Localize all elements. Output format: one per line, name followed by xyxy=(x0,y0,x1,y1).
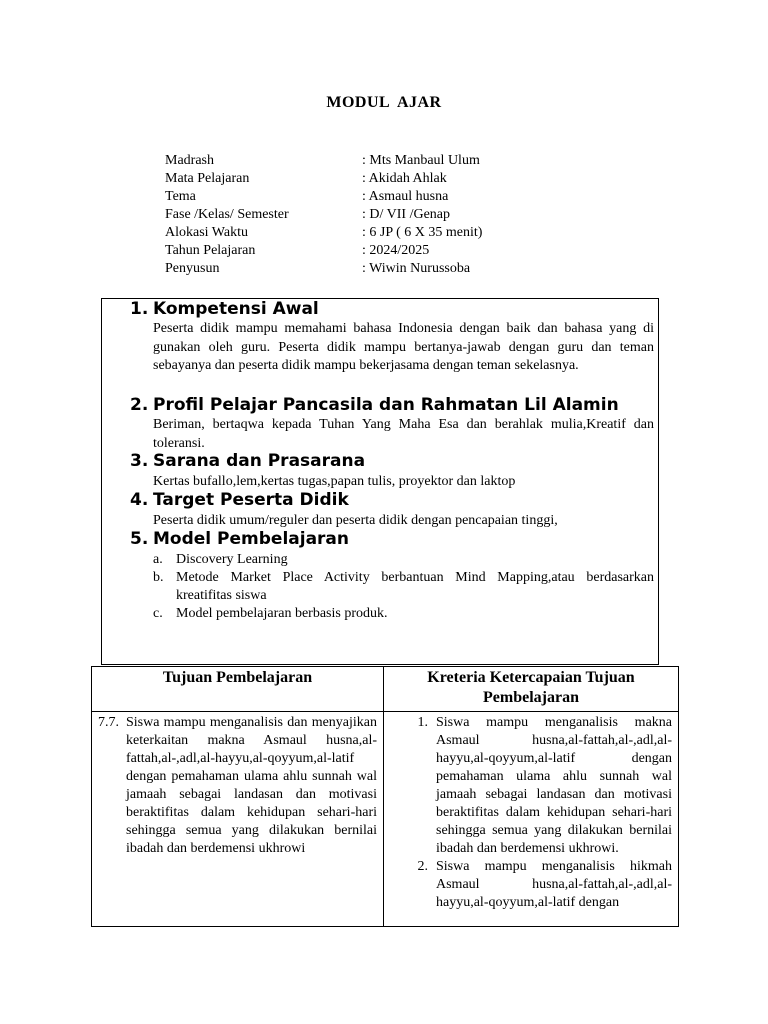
column-header: Kreteria Ketercapaian Tujuan Pembelajaran xyxy=(384,667,679,712)
list-letter: a. xyxy=(153,552,163,567)
section-body-profil: Beriman, bertaqwa kepada Tuhan Yang Maha Esa dan berahlak mulia,Kreatif dan toleransi. xyxy=(153,417,654,451)
kriteria-cell xyxy=(384,712,679,927)
info-value: : Mts Manbaul Ulum xyxy=(362,153,480,168)
section-number: 1. xyxy=(130,299,149,319)
kriteria-text: Siswa mampu menganalisis makna Asmaul husna,al-fattah,al-,adl,al-hayyu,al-qoyyum,al-latif dengan pemahaman ulama ahlu sunnah wal jamaah sebagai landasan dan motivasi beraktifitas dalam kehidupan sehari-hari sehingga semua yang dilakukan bernilai ibadah dan berdemensi ukhrowi. xyxy=(436,715,672,856)
info-row-author xyxy=(165,260,482,278)
info-label: Fase /Kelas/ Semester xyxy=(165,207,289,222)
section-heading-kompetensi xyxy=(130,299,319,319)
info-label: Mata Pelajaran xyxy=(165,171,250,186)
kriteria-list xyxy=(390,714,672,924)
section-title: Kompetensi Awal xyxy=(153,299,319,319)
info-label: Tema xyxy=(165,189,196,204)
section-heading-target xyxy=(130,490,349,510)
section-number: 3. xyxy=(130,451,149,471)
info-value: : Akidah Ahlak xyxy=(362,171,447,186)
tujuan-number: 7.7. xyxy=(98,715,119,730)
section-heading-profil xyxy=(130,395,619,415)
section-number: 5. xyxy=(130,529,149,549)
list-letter: b. xyxy=(153,570,164,585)
info-label: Tahun Pelajaran xyxy=(165,243,256,258)
info-row-madrasah xyxy=(165,152,482,170)
section-body-target: Peserta didik umum/reguler dan peserta didik dengan pencapaian tinggi, xyxy=(153,513,558,528)
kriteria-text: Siswa mampu menganalisis hikmah Asmaul husna,al-fattah,al-,adl,al-hayyu,al-qoyyum,al-latif dengan xyxy=(436,859,672,910)
section-title: Model Pembelajaran xyxy=(153,529,349,549)
section-body-kompetensi: Peserta didik mampu memahami bahasa Indonesia dengan baik dan bahasa yang di gunakan oleh guru. Peserta didik mampu bertanya-jawab dengan guru dan teman sebayanya dan peserta didik mampu bekerjasama dengan teman sekelasnya. xyxy=(153,321,654,373)
list-text: Metode Market Place Activity berbantuan Mind Mapping,atau berdasarkan kreatifitas siswa xyxy=(176,570,654,603)
info-value: : 6 JP ( 6 X 35 menit) xyxy=(362,225,483,240)
info-row-phase xyxy=(165,206,482,224)
section-title: Profil Pelajar Pancasila dan Rahmatan Lil Alamin xyxy=(153,395,619,415)
list-item xyxy=(153,551,654,569)
tujuan-cell xyxy=(92,712,384,927)
tujuan-item xyxy=(98,714,377,858)
info-row-time xyxy=(165,224,482,242)
list-item xyxy=(153,569,654,605)
list-item xyxy=(390,858,672,912)
section-heading-model xyxy=(130,529,349,549)
sections-box xyxy=(101,298,659,665)
section-heading-sarana xyxy=(130,451,365,471)
kriteria-number: 1. xyxy=(417,715,428,730)
tujuan-text: Siswa mampu menganalisis dan menyajikan keterkaitan makna Asmaul husna,al-fattah,al-,adl,al-hayyu,al-qoyyum,al-latif dengan pemahaman ulama ahlu sunnah wal jamaah sebagai landasan dan motivasi beraktifitas dalam kehidupan sehari-hari sehingga semua yang dilakukan bernilai ibadah dan berdemensi ukhrowi xyxy=(126,715,377,856)
model-list xyxy=(153,551,654,623)
section-body-sarana: Kertas bufallo,lem,kertas tugas,papan tulis, proyektor dan laktop xyxy=(153,474,516,489)
kriteria-number: 2. xyxy=(417,859,428,874)
column-header: Tujuan Pembelajaran xyxy=(92,667,384,712)
list-letter: c. xyxy=(153,606,163,621)
section-title: Sarana dan Prasarana xyxy=(153,451,366,471)
section-number: 2. xyxy=(130,395,149,415)
module-info xyxy=(165,152,482,278)
document-title: MODUL AJAR xyxy=(326,94,442,111)
info-label: Penyusun xyxy=(165,261,220,276)
list-item xyxy=(153,605,654,623)
table-row xyxy=(92,712,679,927)
info-row-year xyxy=(165,242,482,260)
section-title: Target Peserta Didik xyxy=(153,490,349,510)
section-number: 4. xyxy=(130,490,149,510)
table-header-row xyxy=(92,667,679,712)
list-text: Model pembelajaran berbasis produk. xyxy=(176,606,388,621)
info-row-theme xyxy=(165,188,482,206)
info-label: Alokasi Waktu xyxy=(165,225,248,240)
info-value: : D/ VII /Genap xyxy=(362,207,450,222)
list-item xyxy=(390,714,672,858)
info-value: : Wiwin Nurussoba xyxy=(362,261,471,276)
list-text: Discovery Learning xyxy=(176,552,288,567)
info-label: Madrash xyxy=(165,153,214,168)
info-value: : 2024/2025 xyxy=(362,243,430,258)
info-row-subject xyxy=(165,170,482,188)
learning-objectives-table xyxy=(91,666,679,927)
info-value: : Asmaul husna xyxy=(362,189,449,204)
